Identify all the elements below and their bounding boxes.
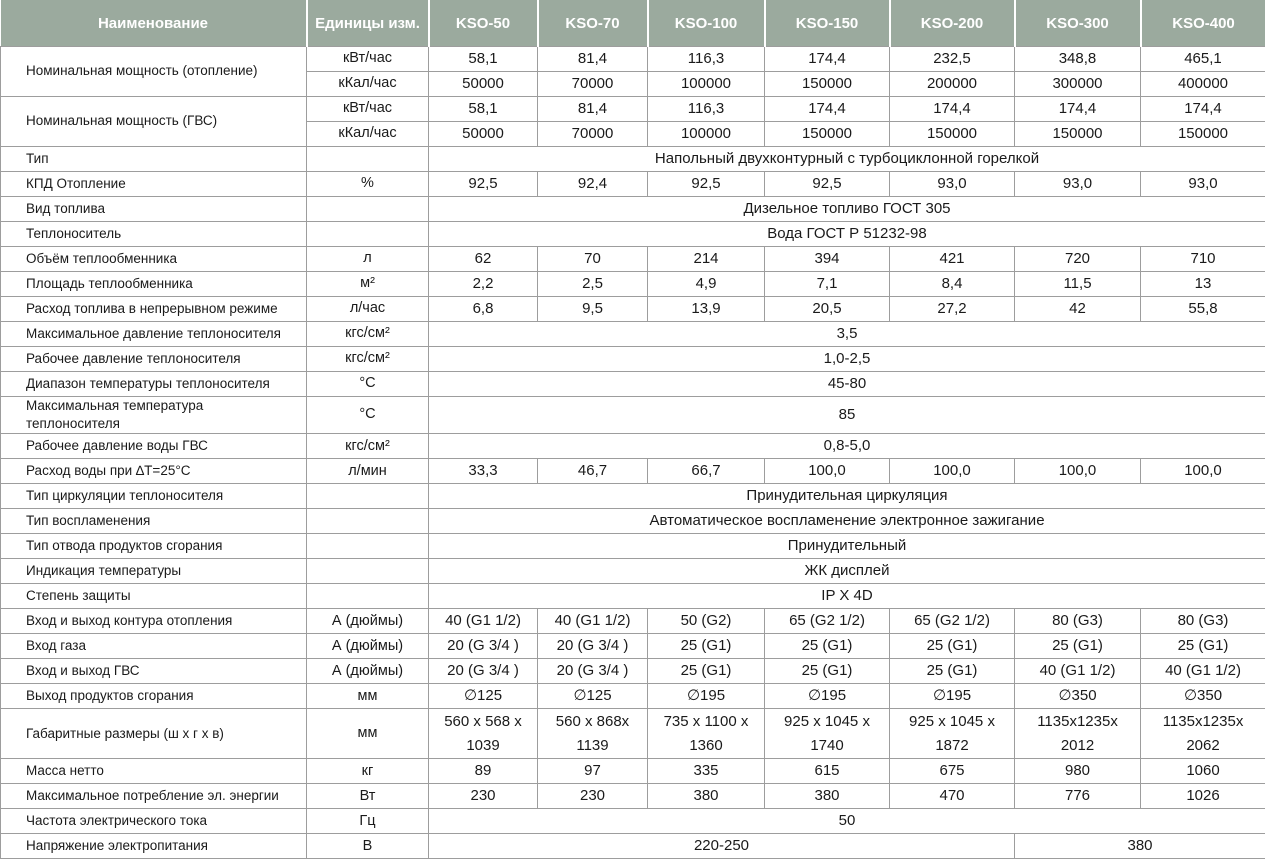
value-cell: 13,9 [648,297,765,322]
value-cell: 65 (G2 1/2) [765,609,890,634]
column-header: KSO-50 [429,0,538,47]
value-cell: 58,1 [429,97,538,122]
row-label: Тип [1,147,307,172]
value-cell: 925 x 1045 x 1872 [890,709,1015,759]
value-cell: 93,0 [1141,172,1265,197]
value-cell: 675 [890,759,1015,784]
value-cell: ∅195 [890,684,1015,709]
value-cell: 174,4 [1141,97,1265,122]
value-cell: 720 [1015,247,1141,272]
unit-cell: кгс/см² [307,322,429,347]
value-cell: 200000 [890,72,1015,97]
row-label: Расход топлива в непрерывном режиме [1,297,307,322]
value-cell: 93,0 [890,172,1015,197]
value-cell: 40 (G1 1/2) [538,609,648,634]
value-cell: 174,4 [765,47,890,72]
value-cell: 25 (G1) [648,659,765,684]
value-cell: 46,7 [538,459,648,484]
table-row [1,559,1265,584]
value-cell: 925 x 1045 x 1740 [765,709,890,759]
row-label: Расход воды при ∆Т=25°С [1,459,307,484]
value-cell: 25 (G1) [765,634,890,659]
table-row [1,397,1265,434]
table-row [1,709,1265,759]
column-header: Наименование [1,0,307,47]
unit-cell: кВт/час [307,47,429,72]
column-header: Единицы изм. [307,0,429,47]
unit-cell: кКал/час [307,72,429,97]
value-cell: 25 (G1) [890,659,1015,684]
value-cell: 6,8 [429,297,538,322]
table-row [1,809,1265,834]
value-cell: 335 [648,759,765,784]
value-cell: 380 [765,784,890,809]
row-label: Степень защиты [1,584,307,609]
value-cell: 100000 [648,72,765,97]
table-row [1,659,1265,684]
row-label: Габаритные размеры (ш х г х в) [1,709,307,759]
column-header: KSO-200 [890,0,1015,47]
row-label: Объём теплообменника [1,247,307,272]
value-cell: 100,0 [890,459,1015,484]
value-cell: 150000 [765,72,890,97]
table-row [1,634,1265,659]
merged-value-cell: 0,8-5,0 [429,434,1265,459]
row-label: Диапазон температуры теплоносителя [1,372,307,397]
value-cell: 116,3 [648,47,765,72]
value-cell: ∅350 [1141,684,1265,709]
value-cell: 300000 [1015,72,1141,97]
value-cell: ∅195 [765,684,890,709]
value-cell: 55,8 [1141,297,1265,322]
table-row [1,534,1265,559]
row-label: Тип отвода продуктов сгорания [1,534,307,559]
table-body [1,47,1265,859]
merged-value-cell: 85 [429,397,1265,434]
column-header: KSO-300 [1015,0,1141,47]
value-cell: 40 (G1 1/2) [429,609,538,634]
table-row [1,97,1265,122]
value-cell: 42 [1015,297,1141,322]
merged-value-cell: 220-250 [429,834,1015,859]
unit-cell [307,534,429,559]
value-cell: 70000 [538,122,648,147]
merged-value-cell: 45-80 [429,372,1265,397]
table-row [1,834,1265,859]
value-cell: 1135x1235x 2012 [1015,709,1141,759]
value-cell: 93,0 [1015,172,1141,197]
row-label: Номинальная мощность (отопление) [1,47,307,97]
table-row [1,584,1265,609]
value-cell: 25 (G1) [1015,634,1141,659]
column-header: KSO-70 [538,0,648,47]
value-cell: 20 (G 3/4 ) [429,634,538,659]
row-label: Максимальное давление теплоносителя [1,322,307,347]
table-row [1,272,1265,297]
value-cell: 11,5 [1015,272,1141,297]
value-cell: 150000 [1141,122,1265,147]
unit-cell: кВт/час [307,97,429,122]
value-cell: 81,4 [538,47,648,72]
table-row [1,459,1265,484]
value-cell: 40 (G1 1/2) [1015,659,1141,684]
unit-cell [307,222,429,247]
unit-cell: Вт [307,784,429,809]
value-cell: 710 [1141,247,1265,272]
value-cell: 58,1 [429,47,538,72]
value-cell: 9,5 [538,297,648,322]
merged-value-cell: ЖК дисплей [429,559,1265,584]
value-cell: 20,5 [765,297,890,322]
value-cell: 25 (G1) [648,634,765,659]
unit-cell: кг [307,759,429,784]
value-cell: 7,1 [765,272,890,297]
unit-cell [307,147,429,172]
merged-value-cell: 1,0-2,5 [429,347,1265,372]
value-cell: 174,4 [765,97,890,122]
row-label: Тип воспламенения [1,509,307,534]
table-row [1,347,1265,372]
value-cell: 25 (G1) [765,659,890,684]
value-cell: 92,5 [648,172,765,197]
value-cell: 230 [538,784,648,809]
row-label: Рабочее давление воды ГВС [1,434,307,459]
value-cell: 100000 [648,122,765,147]
value-cell: 394 [765,247,890,272]
value-cell: ∅350 [1015,684,1141,709]
value-cell: 92,5 [765,172,890,197]
value-cell: 2,2 [429,272,538,297]
value-cell: 20 (G 3/4 ) [538,659,648,684]
value-cell: 348,8 [1015,47,1141,72]
value-cell: 1026 [1141,784,1265,809]
unit-cell: кКал/час [307,122,429,147]
value-cell: 150000 [765,122,890,147]
row-label: Вид топлива [1,197,307,222]
row-label: Рабочее давление теплоносителя [1,347,307,372]
value-cell: 380 [648,784,765,809]
value-cell: 1135x1235x 2062 [1141,709,1265,759]
table-row [1,247,1265,272]
row-label: Индикация температуры [1,559,307,584]
unit-cell [307,197,429,222]
value-cell: 560 x 568 x 1039 [429,709,538,759]
column-header: KSO-150 [765,0,890,47]
unit-cell [307,584,429,609]
row-label: Номинальная мощность (ГВС) [1,97,307,147]
unit-cell: °С [307,372,429,397]
value-cell: 150000 [890,122,1015,147]
merged-value-cell: 380 [1015,834,1265,859]
row-label: Масса нетто [1,759,307,784]
value-cell: 2,5 [538,272,648,297]
value-cell: 615 [765,759,890,784]
column-header: KSO-400 [1141,0,1265,47]
merged-value-cell: Напольный двухконтурный с турбоциклонной горелкой [429,147,1265,172]
row-label: Напряжение электропитания [1,834,307,859]
value-cell: 232,5 [890,47,1015,72]
table-row [1,784,1265,809]
value-cell: 150000 [1015,122,1141,147]
row-label: КПД Отопление [1,172,307,197]
unit-cell: м² [307,272,429,297]
merged-value-cell: Вода ГОСТ Р 51232-98 [429,222,1265,247]
unit-cell: л/мин [307,459,429,484]
value-cell: ∅125 [429,684,538,709]
row-label: Тип циркуляции теплоносителя [1,484,307,509]
value-cell: 40 (G1 1/2) [1141,659,1265,684]
value-cell: 50 (G2) [648,609,765,634]
value-cell: 100,0 [1141,459,1265,484]
row-label: Вход газа [1,634,307,659]
value-cell: 980 [1015,759,1141,784]
value-cell: 400000 [1141,72,1265,97]
value-cell: 465,1 [1141,47,1265,72]
table-row [1,47,1265,72]
unit-cell [307,484,429,509]
column-header: KSO-100 [648,0,765,47]
value-cell: ∅195 [648,684,765,709]
table-row [1,372,1265,397]
value-cell: 100,0 [1015,459,1141,484]
table-row [1,172,1265,197]
value-cell: 92,4 [538,172,648,197]
table-row [1,322,1265,347]
value-cell: 776 [1015,784,1141,809]
row-label: Теплоноситель [1,222,307,247]
table-row [1,147,1265,172]
unit-cell: кгс/см² [307,347,429,372]
value-cell: 174,4 [890,97,1015,122]
value-cell: 33,3 [429,459,538,484]
value-cell: 50000 [429,72,538,97]
value-cell: 89 [429,759,538,784]
unit-cell: А (дюймы) [307,634,429,659]
row-label: Вход и выход ГВС [1,659,307,684]
value-cell: 230 [429,784,538,809]
unit-cell [307,509,429,534]
value-cell: 8,4 [890,272,1015,297]
value-cell: 20 (G 3/4 ) [538,634,648,659]
unit-cell: °С [307,397,429,434]
header-row [1,0,1265,47]
value-cell: 70000 [538,72,648,97]
row-label: Частота электрического тока [1,809,307,834]
value-cell: 70 [538,247,648,272]
table-row [1,197,1265,222]
row-label: Максимальное потребление эл. энергии [1,784,307,809]
value-cell: 92,5 [429,172,538,197]
value-cell: 116,3 [648,97,765,122]
value-cell: 27,2 [890,297,1015,322]
row-label: Площадь теплообменника [1,272,307,297]
row-label: Выход продуктов сгорания [1,684,307,709]
table-row [1,297,1265,322]
unit-cell: % [307,172,429,197]
merged-value-cell: Принудительный [429,534,1265,559]
value-cell: 62 [429,247,538,272]
table-row [1,434,1265,459]
unit-cell: л/час [307,297,429,322]
merged-value-cell: 50 [429,809,1265,834]
merged-value-cell: 3,5 [429,322,1265,347]
value-cell: 174,4 [1015,97,1141,122]
value-cell: 65 (G2 1/2) [890,609,1015,634]
value-cell: 25 (G1) [1141,634,1265,659]
value-cell: 470 [890,784,1015,809]
value-cell: 214 [648,247,765,272]
merged-value-cell: IP X 4D [429,584,1265,609]
value-cell: 50000 [429,122,538,147]
table-row [1,609,1265,634]
value-cell: 13 [1141,272,1265,297]
value-cell: 80 (G3) [1141,609,1265,634]
unit-cell: А (дюймы) [307,609,429,634]
table-row [1,484,1265,509]
value-cell: 20 (G 3/4 ) [429,659,538,684]
unit-cell: В [307,834,429,859]
unit-cell [307,559,429,584]
unit-cell: мм [307,709,429,759]
value-cell: 100,0 [765,459,890,484]
unit-cell: А (дюймы) [307,659,429,684]
value-cell: 66,7 [648,459,765,484]
unit-cell: Гц [307,809,429,834]
unit-cell: мм [307,684,429,709]
table-row [1,759,1265,784]
value-cell: 80 (G3) [1015,609,1141,634]
table-row [1,222,1265,247]
value-cell: ∅125 [538,684,648,709]
merged-value-cell: Принудительная циркуляция [429,484,1265,509]
value-cell: 421 [890,247,1015,272]
merged-value-cell: Автоматическое воспламенение электронное зажигание [429,509,1265,534]
table-row [1,509,1265,534]
unit-cell: л [307,247,429,272]
value-cell: 735 x 1100 x 1360 [648,709,765,759]
value-cell: 560 x 868x 1139 [538,709,648,759]
value-cell: 25 (G1) [890,634,1015,659]
unit-cell: кгс/см² [307,434,429,459]
table-row [1,684,1265,709]
value-cell: 1060 [1141,759,1265,784]
row-label: Вход и выход контура отопления [1,609,307,634]
value-cell: 4,9 [648,272,765,297]
merged-value-cell: Дизельное топливо ГОСТ 305 [429,197,1265,222]
value-cell: 81,4 [538,97,648,122]
row-label: Максимальная температура теплоносителя [1,397,307,434]
value-cell: 97 [538,759,648,784]
